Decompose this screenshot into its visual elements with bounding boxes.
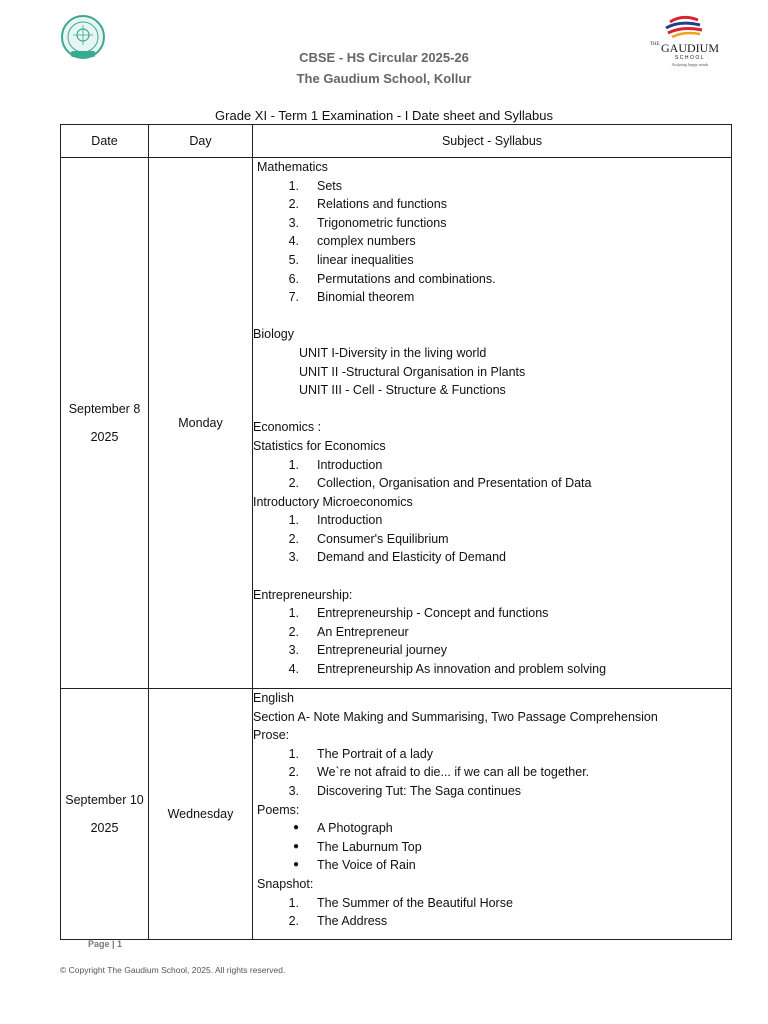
list-item: 2. We`re not afraid to die... if we can all be together. [288, 765, 590, 780]
subject-title: Economics : [253, 420, 322, 435]
circular-title: CBSE - HS Circular 2025-26 [299, 50, 469, 65]
list-item: ● The Voice of Rain [292, 858, 416, 873]
list-item: 2. The Address [288, 914, 388, 929]
table-header-row [61, 125, 732, 158]
list-item: UNIT II -Structural Organisation in Plants [299, 364, 526, 379]
list-item: 1. The Summer of the Beautiful Horse [288, 895, 513, 910]
date-sheet-title: Grade XI - Term 1 Examination - I Date sheet and Syllabus [215, 108, 553, 123]
header-date: Date [61, 125, 149, 158]
list-item: ● The Laburnum Top [292, 839, 422, 854]
section-title: Snapshot: [257, 876, 314, 891]
section-title: Section A- Note Making and Summarising, Two Passage Comprehension [253, 709, 658, 724]
subject-syllabus [253, 689, 732, 940]
list-item: ● A Photograph [292, 821, 393, 836]
list-item: UNIT I-Diversity in the living world [299, 345, 487, 360]
copyright-notice: © Copyright The Gaudium School, 2025. All rights reserved. [60, 965, 286, 975]
table-row [61, 158, 732, 689]
school-name: The Gaudium School, Kollur [296, 71, 472, 86]
subject-syllabus [253, 158, 732, 689]
section-title: Poems: [257, 802, 300, 817]
list-item: 4. complex numbers [288, 234, 416, 249]
exam-date: September 10 2025 [61, 689, 149, 940]
list-item: 6. Permutations and combinations. [288, 271, 496, 286]
list-item: 3. Trigonometric functions [288, 215, 447, 230]
exam-day: Monday [149, 158, 253, 689]
list-item: 1. Introduction [288, 457, 383, 472]
list-item: 1. Sets [288, 178, 343, 193]
list-item: 3. Entrepreneurial journey [288, 643, 447, 658]
subject-title: Biology [253, 327, 294, 342]
subject-title: Entrepreneurship: [253, 587, 353, 602]
list-item: 2. Collection, Organisation and Presentation of Data [288, 476, 592, 491]
list-item: 2. Relations and functions [288, 197, 447, 212]
section-title: Statistics for Economics [253, 438, 386, 453]
header-day: Day [149, 125, 253, 158]
exam-day: Wednesday [149, 689, 253, 940]
list-item: 1. Entrepreneurship - Concept and functions [288, 606, 549, 621]
list-item: 1. The Portrait of a lady [288, 746, 434, 761]
list-item: 3. Discovering Tut: The Saga continues [288, 783, 522, 798]
date-sheet-table [60, 124, 732, 940]
list-item: 3. Demand and Elasticity of Demand [288, 550, 506, 565]
section-title: Introductory Microeconomics [253, 494, 413, 509]
subject-title: English [253, 691, 294, 705]
page-number: Page | 1 [88, 939, 123, 949]
exam-date: September 8 2025 [61, 158, 149, 689]
logo-tagline: Sculpting happy minds [671, 62, 709, 67]
logo-brand: GAUDIUM [661, 41, 719, 55]
header-subject: Subject - Syllabus [253, 125, 732, 158]
list-item: 2. An Entrepreneur [288, 624, 409, 639]
section-title: Prose: [253, 728, 290, 743]
logo-prefix: THE [650, 42, 660, 47]
logo-sub: SCHOOL [674, 55, 706, 61]
table-row [61, 689, 732, 940]
list-item: 1. Introduction [288, 513, 383, 528]
list-item: 7. Binomial theorem [288, 290, 415, 305]
list-item: 2. Consumer's Equilibrium [288, 531, 449, 546]
list-item: 4. Entrepreneurship As innovation and problem solving [288, 662, 607, 677]
list-item: 5. linear inequalities [288, 252, 414, 267]
list-item: UNIT III - Cell - Structure & Functions [299, 383, 506, 398]
subject-title: Mathematics [257, 160, 328, 174]
